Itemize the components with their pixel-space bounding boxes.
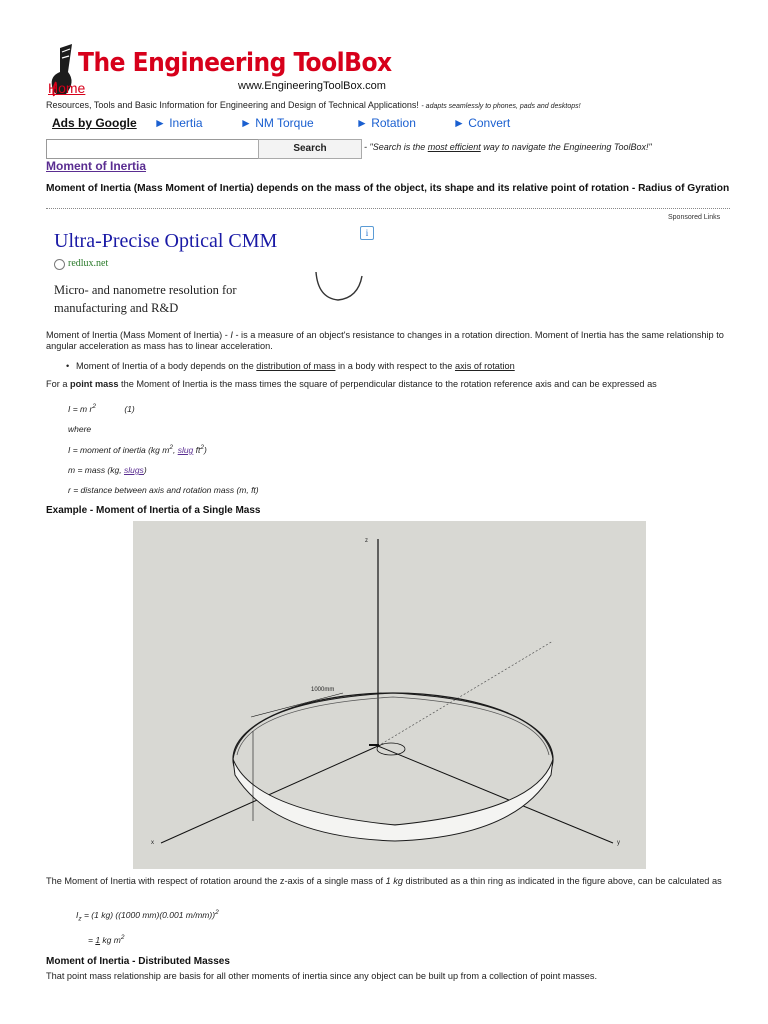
intro-text-b: - is a measure of an object's resistance to changes in a rotation direction. Moment of Inertia has the same relationship to angular acceleration as mass has to linear acceleration. xyxy=(46,330,724,351)
z-axis-label: z xyxy=(365,538,368,544)
def-I-c: ft xyxy=(193,444,201,455)
definition-m xyxy=(68,465,147,475)
eq1-number: (1) xyxy=(124,403,135,414)
ring-calc-paragraph xyxy=(46,876,736,887)
search-note-suffix: way to navigate the Engineering ToolBox!" xyxy=(480,142,652,152)
point-mass-bold: point mass xyxy=(70,379,119,389)
page-title[interactable]: Moment of Inertia xyxy=(46,159,147,173)
def-I-d: ) xyxy=(204,444,207,455)
distributed-masses-heading: Moment of Inertia - Distributed Masses xyxy=(46,956,230,967)
list-item xyxy=(76,361,515,372)
where-label: where xyxy=(68,424,92,434)
equation-3 xyxy=(88,934,124,945)
search-note-emphasis: most efficient xyxy=(427,142,481,152)
eq2-sub: z xyxy=(78,915,82,923)
site-tagline xyxy=(46,100,581,110)
ring-band xyxy=(233,759,553,841)
ad-links-row xyxy=(46,114,730,134)
slug-link[interactable]: slug xyxy=(177,444,194,455)
def-I-b: , xyxy=(172,444,178,455)
x-axis-label: x xyxy=(151,840,154,846)
inertia-symbol: I xyxy=(230,330,233,340)
ads-by-google-link[interactable]: Ads by Google xyxy=(52,116,137,130)
home-link[interactable]: Home xyxy=(48,80,86,96)
example-heading: Example - Moment of Inertia of a Single Mass xyxy=(46,505,261,516)
center-circle xyxy=(377,743,405,755)
dimension-line xyxy=(251,693,343,717)
logo-title[interactable]: The Engineering ToolBox xyxy=(78,48,392,78)
ad-domain[interactable]: redlux.net xyxy=(68,258,109,269)
y-axis-label: y xyxy=(617,840,620,846)
ring-calc-text-a: The Moment of Inertia with respect of rotation around the z-axis of a single mass of xyxy=(46,876,386,886)
distributed-masses-paragraph: That point mass relationship are basis for all other moments of inertia since any object can be built up from a collection of point masses. xyxy=(46,971,598,981)
eq2-sup: 2 xyxy=(215,909,219,916)
sponsored-label: Sponsored Links xyxy=(668,214,721,221)
page-summary: Moment of Inertia (Mass Moment of Inertia) depends on the mass of the object, its shape and its relative point of rotation - Radius of Gyration xyxy=(46,183,730,194)
eq3-value: 1 xyxy=(95,934,101,945)
tagline-note: - adapts seamlessly to phones, pads and desktops! xyxy=(421,103,581,110)
ad-title[interactable]: Ultra-Precise Optical CMM xyxy=(54,230,278,252)
intro-paragraph xyxy=(46,330,736,352)
point-mass-paragraph xyxy=(46,379,736,390)
ad-description[interactable]: Micro- and nanometre resolution for manufacturing and R&D xyxy=(54,283,237,315)
ring-calc-text-b: distributed as a thin ring as indicated in the figure above, can be calculated as xyxy=(402,876,722,886)
equation-2 xyxy=(76,909,219,923)
radius-label: 1000mm xyxy=(311,687,335,693)
intro-text-a: Moment of Inertia (Mass Moment of Inertia) - xyxy=(46,330,231,340)
slugs-link[interactable]: slugs xyxy=(123,465,144,475)
search-input[interactable] xyxy=(46,139,260,159)
distribution-of-mass-link[interactable]: distribution of mass xyxy=(256,361,336,371)
eq1-text: I = m r xyxy=(68,403,93,414)
eq3-sup: 2 xyxy=(120,934,125,941)
ring-back-edge xyxy=(233,693,553,759)
def-m-b: ) xyxy=(143,465,147,475)
globe-icon xyxy=(54,259,65,270)
definition-I xyxy=(68,444,207,455)
ring-diagram xyxy=(133,521,646,869)
point-mass-text-a: For a xyxy=(46,379,70,389)
eq2-a: I xyxy=(76,909,79,920)
ring-figure xyxy=(133,521,646,869)
point-mass-text-b: the Moment of Inertia is the mass times the square of perpendicular distance to the rotation reference axis and can be expressed as xyxy=(118,379,657,389)
search-note-prefix: - "Search is the xyxy=(364,142,428,152)
divider xyxy=(46,208,730,209)
ring-mass-value: 1 kg xyxy=(385,876,403,886)
search-note xyxy=(364,142,652,152)
definition-r: r = distance between axis and rotation mass (m, ft) xyxy=(68,485,259,495)
eq3-a: = xyxy=(88,934,96,945)
def-I-sup: 2 xyxy=(169,444,173,451)
def-I-a: I = moment of inertia (kg m xyxy=(68,444,170,455)
ring-back-inner xyxy=(237,697,549,755)
ad-link-convert[interactable]: ► Convert xyxy=(453,116,511,130)
ad-link-inertia[interactable]: ► Inertia xyxy=(154,116,203,130)
eq2-b: = (1 kg) ((1000 mm)(0.001 m/mm)) xyxy=(81,909,216,920)
ad-link-nm-torque[interactable]: ► NM Torque xyxy=(240,116,314,130)
search-button[interactable]: Search xyxy=(258,139,362,159)
def-m-a: m = mass (kg, xyxy=(68,465,124,475)
eq1-sup: 2 xyxy=(92,403,96,410)
equation-1 xyxy=(68,403,135,414)
ad-link-rotation[interactable]: ► Rotation xyxy=(356,116,416,130)
ad-info-icon[interactable]: i xyxy=(360,226,374,240)
eq3-b: kg m xyxy=(100,934,121,945)
def-I-sup2: 2 xyxy=(200,444,204,451)
logo-url: www.EngineeringToolBox.com xyxy=(238,80,386,92)
bullet-text-b: in a body with respect to the xyxy=(335,361,455,371)
bullet-text-a: Moment of Inertia of a body depends on the xyxy=(76,361,257,371)
tagline-text: Resources, Tools and Basic Information for Engineering and Design of Technical Applications! xyxy=(46,100,419,110)
axis-of-rotation-link[interactable]: axis of rotation xyxy=(454,361,515,371)
loading-spinner-icon xyxy=(312,268,364,304)
